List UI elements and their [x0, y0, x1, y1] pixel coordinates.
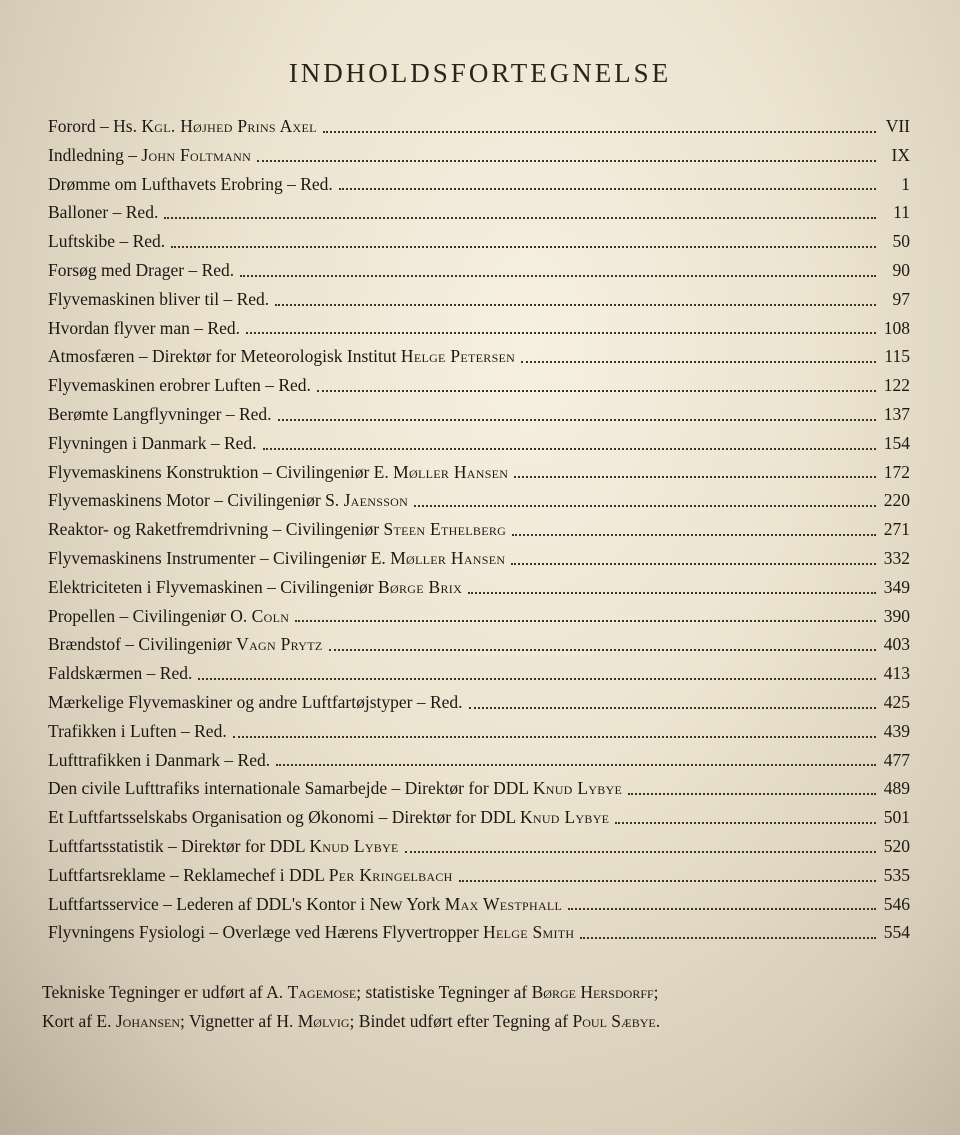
dot-leader [459, 879, 876, 882]
toc-entry-text: Indledning – [48, 144, 142, 165]
dot-leader [276, 763, 876, 766]
toc-entry [48, 227, 910, 256]
toc-entry-text: Flyvemaskinens Motor – Civilingeniør S. [48, 490, 344, 511]
dot-leader [511, 562, 876, 565]
dot-leader [278, 418, 876, 421]
dot-leader [263, 447, 876, 450]
toc-entry [48, 486, 910, 515]
toc-entry-title [48, 486, 408, 515]
toc-entry [48, 688, 910, 717]
toc-entry-text: Faldskærmen – Red. [48, 663, 193, 684]
toc-entry-text: Forsøg med Drager – Red. [48, 259, 235, 280]
toc-entry-page-number: 501 [883, 807, 910, 828]
toc-entry [48, 890, 910, 919]
toc-entry-text: Luftfartsstatistik – Direktør for DDL [48, 835, 310, 856]
toc-entry-text: Et Luftfartsselskabs Organisation og Økonomi – Direktør for DDL [48, 807, 520, 828]
toc-entry [48, 198, 910, 227]
toc-entry [48, 918, 910, 947]
toc-entry-title [48, 429, 257, 458]
toc-entry-page-number: 390 [883, 605, 910, 626]
toc-entry-title [48, 861, 453, 890]
toc-entry-page-number: 413 [883, 663, 910, 684]
toc-entry-title [48, 112, 317, 141]
toc-entry-text: Luftfartsreklame – Reklamechef i DDL [48, 864, 329, 885]
toc-entry-page-number: 90 [892, 259, 910, 280]
toc-entry-title [48, 285, 269, 314]
toc-entry [48, 573, 910, 602]
toc-entry [48, 717, 910, 746]
toc-entry-page-number: 332 [883, 547, 910, 568]
toc-entry-author: Møller Hansen [390, 547, 506, 568]
toc-entry [48, 458, 910, 487]
toc-entry-text: Luftskibe – Red. [48, 231, 166, 252]
toc-entry-text: Balloner – Red. [48, 202, 159, 223]
toc-entry-text: Brændstof – Civilingeniør [48, 634, 237, 655]
dot-leader [405, 850, 876, 853]
toc-entry-author: Steen Ethelberg [383, 519, 507, 540]
dot-leader [198, 677, 876, 680]
toc-entry-page-number: 349 [883, 576, 910, 597]
toc-entry-title [48, 314, 240, 343]
toc-entry-title [48, 515, 506, 544]
dot-leader [628, 792, 876, 795]
toc-entry-title [48, 342, 515, 371]
toc-entry [48, 746, 910, 775]
toc-entry-page-number: 520 [883, 835, 910, 856]
toc-entry-title [48, 717, 227, 746]
toc-entry-text: Elektriciteten i Flyvemaskinen – Civilingeniør [48, 576, 379, 597]
toc-entry-title [48, 400, 272, 429]
toc-entry-author: Coln [251, 605, 290, 626]
toc-entry-text: Flyvningen i Danmark – Red. [48, 432, 257, 453]
toc-entry-page-number: IX [891, 144, 910, 165]
dot-leader [414, 504, 876, 507]
dot-leader [257, 159, 876, 162]
illustration-credits [42, 978, 912, 1036]
dot-leader [329, 648, 876, 651]
toc-entry [48, 832, 910, 861]
toc-entry-title [48, 774, 622, 803]
dot-leader [469, 706, 876, 709]
toc-entry-title [48, 746, 270, 775]
toc-entry-title [48, 573, 462, 602]
dot-leader [615, 821, 876, 824]
toc-entry-title [48, 659, 192, 688]
toc-entry-author: Børge Brix [378, 576, 463, 597]
toc-entry [48, 515, 910, 544]
toc-entry [48, 630, 910, 659]
toc-entry-title [48, 544, 505, 573]
toc-entry-page-number: 122 [883, 375, 910, 396]
toc-entry-text: Lufttrafikken i Danmark – Red. [48, 749, 271, 770]
toc-entry [48, 429, 910, 458]
toc-entry-page-number: 172 [883, 461, 910, 482]
toc-entry-author: Max Westphall [444, 893, 563, 914]
toc-entry-title [48, 890, 562, 919]
dot-leader [323, 130, 876, 133]
toc-entry [48, 602, 910, 631]
toc-entry-text: Drømme om Lufthavets Erobring – Red. [48, 173, 333, 194]
toc-entry-page-number: 50 [892, 231, 910, 252]
toc-entry [48, 803, 910, 832]
toc-entry-title [48, 141, 251, 170]
toc-entry-page-number: 220 [883, 490, 910, 511]
dot-leader [512, 533, 876, 536]
toc-entry [48, 141, 910, 170]
dot-leader [521, 360, 876, 363]
toc-entry-title [48, 256, 234, 285]
toc-entry-author: Knud Lybye [519, 807, 610, 828]
toc-entry-author: Helge Smith [483, 922, 575, 943]
toc-entry-text: Flyvemaskinens Konstruktion – Civilingeniør E. [48, 461, 394, 482]
toc-entry-text: Flyvemaskinen bliver til – Red. [48, 288, 270, 309]
toc-entry-text: Atmosfæren – Direktør for Meteorologisk Institut [48, 346, 401, 367]
toc-entry [48, 314, 910, 343]
toc-entry-text: Berømte Langflyvninger – Red. [48, 403, 272, 424]
credits-line-1: Tekniske Tegninger er udført af A. Tagemose; statistiske Tegninger af Børge Hersdorff; [42, 982, 659, 1002]
toc-entry-text: Forord – Hs. [48, 116, 142, 136]
toc-entry-author: Møller Hansen [393, 461, 509, 482]
toc-entry-title [48, 198, 158, 227]
toc-entry-text: Den civile Lufttrafiks internationale Samarbejde – Direktør for DDL [48, 778, 533, 799]
toc-entry [48, 285, 910, 314]
toc-entry [48, 659, 910, 688]
toc-entry [48, 170, 910, 199]
toc-entry-text: Hvordan flyver man – Red. [48, 317, 240, 338]
toc-entry-author: Knud Lybye [309, 835, 399, 856]
toc-entry [48, 256, 910, 285]
dot-leader [240, 274, 876, 277]
toc-entry [48, 371, 910, 400]
toc-entry-title [48, 602, 289, 631]
toc-entry-author: Jaensson [343, 490, 409, 511]
toc-entry-text: Flyvemaskinens Instrumenter – Civilingeniør E. [48, 547, 391, 568]
toc-entry-text: Trafikken i Luften – Red. [48, 720, 227, 741]
table-of-contents [48, 112, 910, 947]
toc-entry-author: Kgl. Højhed Prins Axel [141, 116, 317, 136]
dot-leader [275, 303, 876, 306]
toc-entry-title [48, 371, 311, 400]
dot-leader [468, 591, 876, 594]
credits-line-2: Kort af E. Johansen; Vignetter af H. Mølvig; Bindet udført efter Tegning af Poul Sæbye. [42, 1011, 661, 1031]
toc-entry-text: Flyvemaskinen erobrer Luften – Red. [48, 375, 311, 396]
toc-entry-title [48, 458, 508, 487]
toc-entry-text: Mærkelige Flyvemaskiner og andre Luftfartøjstyper – Red. [48, 691, 463, 712]
toc-entry-page-number: 137 [883, 403, 910, 424]
toc-entry-title [48, 832, 399, 861]
toc-entry-page-number: 97 [892, 288, 910, 309]
dot-leader [171, 245, 876, 248]
toc-entry-page-number: 554 [883, 922, 910, 943]
toc-entry-page-number: 425 [883, 691, 910, 712]
toc-entry [48, 774, 910, 803]
toc-entry-title [48, 688, 463, 717]
toc-entry-page-number: 535 [883, 864, 910, 885]
dot-leader [317, 389, 876, 392]
dot-leader [246, 331, 876, 334]
toc-entry [48, 400, 910, 429]
toc-entry-page-number: 1 [901, 173, 910, 194]
dot-leader [514, 475, 876, 478]
toc-entry [48, 861, 910, 890]
toc-entry-page-number: 108 [883, 317, 910, 338]
toc-entry-text: Luftfartsservice – Lederen af DDL's Kontor i New York [48, 893, 445, 914]
toc-entry-author: Knud Lybye [532, 778, 623, 799]
dot-leader [295, 619, 876, 622]
toc-entry-author: Per Kringelbach [328, 864, 453, 885]
toc-entry-page-number: 115 [884, 346, 910, 367]
toc-entry-page-number: 546 [883, 893, 910, 914]
toc-entry-page-number: 439 [883, 720, 910, 741]
toc-entry-author: John Foltmann [141, 144, 252, 165]
toc-entry-text: Flyvningens Fysiologi – Overlæge ved Hærens Flyvertropper [48, 922, 484, 943]
toc-entry-title [48, 918, 574, 947]
toc-entry-page-number: 154 [883, 432, 910, 453]
dot-leader [580, 936, 876, 939]
toc-entry [48, 544, 910, 573]
toc-entry-page-number: 477 [883, 749, 910, 770]
toc-entry-page-number: 489 [883, 778, 910, 799]
toc-entry-title [48, 803, 609, 832]
toc-entry-page-number: 271 [883, 519, 910, 540]
toc-entry-page-number: VII [885, 116, 910, 136]
dot-leader [164, 216, 876, 219]
toc-entry [48, 342, 910, 371]
dot-leader [233, 735, 876, 738]
toc-entry-text: Propellen – Civilingeniør O. [48, 605, 252, 626]
toc-entry-title [48, 170, 333, 199]
dot-leader [339, 187, 876, 190]
toc-entry-page-number: 11 [893, 202, 910, 223]
toc-entry-text: Reaktor- og Raketfremdrivning – Civilingeniør [48, 519, 384, 540]
page-title: INDHOLDSFORTEGNELSE [288, 58, 672, 88]
dot-leader [568, 907, 876, 910]
toc-entry [48, 112, 910, 141]
toc-entry-title [48, 227, 165, 256]
toc-entry-author: Helge Petersen [400, 346, 516, 367]
toc-entry-page-number: 403 [883, 634, 910, 655]
toc-entry-title [48, 630, 323, 659]
toc-entry-author: Vagn Prytz [236, 634, 323, 655]
